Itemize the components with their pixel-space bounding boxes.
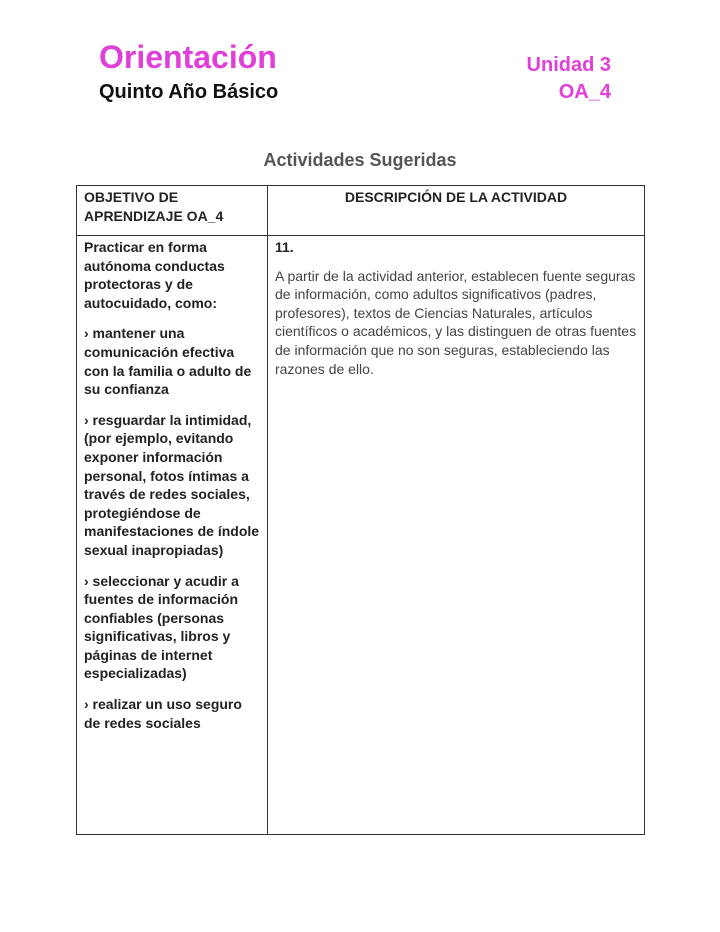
unit-label: Unidad 3 <box>526 54 611 76</box>
objective-item: › seleccionar y acudir a fuentes de información confiables (personas significativas, libros y páginas de internet especializadas) <box>84 572 239 682</box>
objective-item: › resguardar la intimidad, (por ejemplo, evitando exponer información personal, fotos íntimas a través de redes sociales, protegiéndose de manifestaciones de índole sexual inapropiadas) <box>84 411 260 558</box>
objective-column-header: OBJETIVO DE APRENDIZAJE OA_4 <box>77 186 268 236</box>
objective-intro: Practicar en forma autónoma conductas protectoras y de autocuidado, como: <box>84 239 225 311</box>
objective-item: › mantener una comunicación efectiva con la familia o adulto de su confianza <box>84 325 252 398</box>
activity-table <box>76 185 645 835</box>
objective-cell <box>77 236 268 835</box>
section-title: Actividades Sugeridas <box>263 150 457 170</box>
activity-number: 11. <box>275 239 294 255</box>
subject-title: Orientación <box>99 39 277 75</box>
table-row <box>77 236 645 835</box>
objective-code-label: OA_4 <box>558 81 611 103</box>
description-cell <box>268 236 645 835</box>
description-column-header: DESCRIPCIÓN DE LA ACTIVIDAD <box>268 186 645 236</box>
table-header-row <box>77 186 645 236</box>
grade-title: Quinto Año Básico <box>99 81 279 103</box>
objective-item: › realizar un uso seguro de redes sociales <box>84 696 242 731</box>
activity-description: A partir de la actividad anterior, establecen fuente seguras de información, como adultos significativos (padres, profesores), textos de Ciencias Naturales, artículos científicos o académicos, y las distinguen de otras fuentes de información que no son seguras, estableciendo las razones de ello. <box>275 267 637 377</box>
